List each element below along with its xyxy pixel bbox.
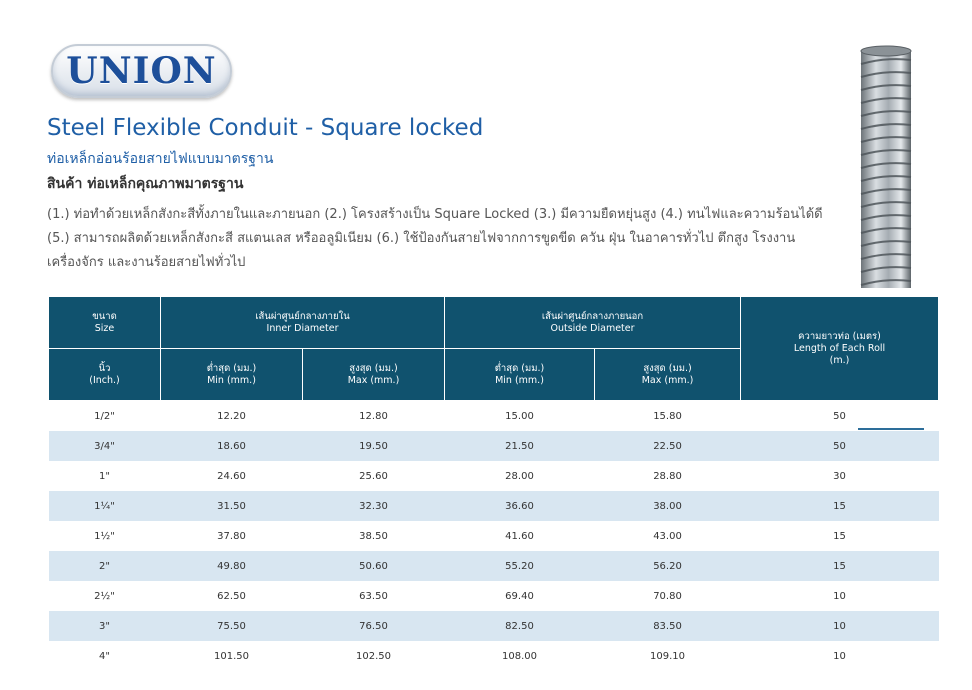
inner-max-cell: 32.30: [303, 491, 445, 521]
outer-min-cell: 21.50: [445, 431, 595, 461]
outer-min-cell: 69.40: [505, 590, 534, 602]
length-cell: 10: [833, 590, 846, 602]
size-header-en: Size: [94, 322, 115, 334]
inner-max-cell: 63.50: [359, 590, 388, 602]
size-cell: 1/2": [94, 410, 115, 422]
accent-divider: [858, 428, 924, 430]
outer-max-cell: 22.50: [595, 431, 741, 461]
size-cell: 1½": [94, 530, 115, 542]
page-subtitle: ท่อเหล็กอ่อนร้อยสายไฟแบบมาตรฐาน: [47, 151, 274, 167]
logo-text: UNION: [66, 50, 217, 92]
length-header-unit: (m.): [829, 354, 850, 366]
size-cell: 3": [49, 611, 161, 641]
length-header: [741, 297, 939, 401]
outer-max-cell: 70.80: [653, 590, 682, 602]
outer-min-cell: 82.50: [445, 611, 595, 641]
size-cell: 2½": [94, 590, 115, 602]
table-row: [49, 431, 939, 461]
inner-max-cell: 76.50: [303, 611, 445, 641]
inner-min-cell: 62.50: [217, 590, 246, 602]
size-unit-en: (Inch.): [89, 374, 120, 386]
length-cell: 10: [741, 611, 939, 641]
size-header: [49, 297, 161, 349]
size-cell: 4": [99, 650, 110, 662]
length-header-en: Length of Each Roll: [793, 342, 886, 354]
inner-min-cell: 12.20: [217, 410, 246, 422]
inner-min-th: ต่ำสุด (มม.): [206, 362, 257, 374]
inner-min-cell: 31.50: [161, 491, 303, 521]
size-cell: 2": [49, 551, 161, 581]
inner-max-cell: 50.60: [303, 551, 445, 581]
outer-max-th: สูงสุด (มม.): [643, 362, 692, 374]
inner-min-cell: 18.60: [161, 431, 303, 461]
table-row: [49, 581, 939, 611]
inner-max-th: สูงสุด (มม.): [349, 362, 398, 374]
outer-max-header: [595, 349, 741, 401]
inner-max-header: [303, 349, 445, 401]
length-cell: 15: [741, 491, 939, 521]
size-cell: 1¼": [49, 491, 161, 521]
table-row: [49, 521, 939, 551]
outer-max-cell: 15.80: [653, 410, 682, 422]
length-cell: 50: [741, 431, 939, 461]
outer-header-en: Outside Diameter: [550, 322, 635, 334]
length-cell: 15: [833, 530, 846, 542]
table-row: [49, 491, 939, 521]
length-cell: 30: [833, 470, 846, 482]
inner-min-cell: 24.60: [217, 470, 246, 482]
outer-max-en: Max (mm.): [641, 374, 694, 386]
outer-max-cell: 83.50: [595, 611, 741, 641]
inner-min-cell: 37.80: [217, 530, 246, 542]
length-cell: 10: [833, 650, 846, 662]
outside-diameter-header: [445, 297, 741, 349]
product-heading: สินค้า ท่อเหล็กคุณภาพมาตรฐาน: [47, 176, 244, 192]
conduit-spec-table: [48, 296, 939, 671]
outer-max-cell: 109.10: [650, 650, 685, 662]
outer-min-cell: 28.00: [505, 470, 534, 482]
inner-max-cell: 25.60: [359, 470, 388, 482]
length-cell: 50: [833, 410, 846, 422]
outer-min-cell: 15.00: [505, 410, 534, 422]
conduit-image: [857, 44, 915, 288]
size-unit-th: นิ้ว: [98, 362, 111, 374]
table-row: [49, 551, 939, 581]
outer-min-en: Min (mm.): [495, 374, 544, 386]
inner-min-header: [161, 349, 303, 401]
outer-min-cell: 41.60: [505, 530, 534, 542]
inner-header-en: Inner Diameter: [266, 322, 339, 334]
product-description: (1.) ท่อทำด้วยเหล็กสังกะสีทั้งภายในและภายนอก (2.) โครงสร้างเป็น Square Locked (3.) มีความยืดหยุ่นสูง (4.) ทนไฟและความร้อนได้ดี (5.) สามารถผลิตด้วยเหล็กสังกะสี สแตนเลส หรืออลูมิเนียม (6.) ใช้ป้องกันสายไฟจากการขูดขีด ควัน ฝุ่น ในอาคารทั่วไป ตึกสูง โรงงาน เครื่องจักร และงานร้อยสายไฟทั่วไป: [47, 207, 823, 270]
inner-max-cell: 38.50: [359, 530, 388, 542]
size-cell: 1": [99, 470, 110, 482]
table-row: [49, 461, 939, 491]
outer-min-cell: 55.20: [445, 551, 595, 581]
table-row: [49, 611, 939, 641]
inner-header-th: เส้นผ่าศูนย์กลางภายใน: [255, 310, 350, 322]
inner-min-en: Min (mm.): [207, 374, 256, 386]
length-header-th: ความยาวท่อ (เมตร): [798, 330, 881, 342]
inner-max-cell: 12.80: [359, 410, 388, 422]
inner-max-cell: 102.50: [356, 650, 391, 662]
size-header-th: ขนาด: [92, 310, 117, 322]
size-cell: 3/4": [49, 431, 161, 461]
inner-max-cell: 19.50: [303, 431, 445, 461]
inner-min-cell: 49.80: [161, 551, 303, 581]
inner-max-en: Max (mm.): [347, 374, 400, 386]
outer-min-th: ต่ำสุด (มม.): [494, 362, 545, 374]
outer-min-cell: 36.60: [445, 491, 595, 521]
size-unit-header: [49, 349, 161, 401]
outer-max-cell: 43.00: [653, 530, 682, 542]
outer-min-cell: 108.00: [502, 650, 537, 662]
outer-max-cell: 56.20: [595, 551, 741, 581]
length-cell: 15: [741, 551, 939, 581]
outer-max-cell: 38.00: [595, 491, 741, 521]
inner-diameter-header: [161, 297, 445, 349]
union-logo: [51, 44, 232, 98]
table-row: [49, 641, 939, 671]
inner-min-cell: 75.50: [161, 611, 303, 641]
outer-header-th: เส้นผ่าศูนย์กลางภายนอก: [541, 310, 644, 322]
outer-min-header: [445, 349, 595, 401]
table-row: [49, 401, 939, 432]
outer-max-cell: 28.80: [653, 470, 682, 482]
page-title: Steel Flexible Conduit - Square locked: [47, 115, 484, 141]
inner-min-cell: 101.50: [214, 650, 249, 662]
